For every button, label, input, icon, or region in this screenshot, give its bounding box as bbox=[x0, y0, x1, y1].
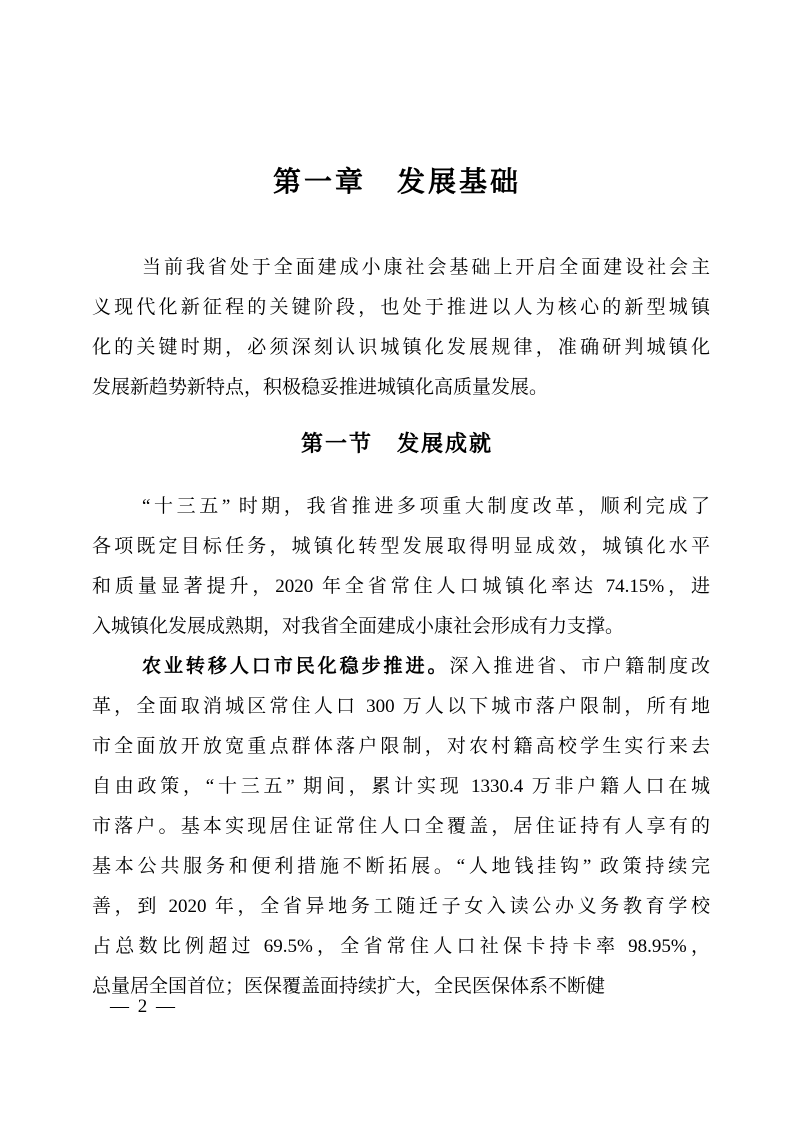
text-line: 当前我省处于全面建成小康社会基础上开启全面建设社会主 bbox=[142, 257, 710, 278]
text-line: 市全面放开放宽重点群体落户限制，对农村籍高校学生实行来去 bbox=[92, 736, 710, 757]
text-line: 化的关键时期，必须深刻认识城镇化发展规律，准确研判城镇化 bbox=[92, 337, 710, 358]
paragraph-intro bbox=[92, 248, 710, 408]
page-number: — 2 — bbox=[110, 996, 177, 1017]
text-line: 义现代化新征程的关键阶段，也处于推进以人为核心的新型城镇 bbox=[92, 297, 710, 318]
paragraph-achievements bbox=[92, 487, 710, 647]
paragraph-citizenization bbox=[92, 647, 710, 1007]
text-run: 深入推进省、市户籍制度改 bbox=[449, 656, 710, 677]
text-line: “十三五” 时期，我省推进多项重大制度改革，顺利完成了 bbox=[142, 496, 710, 517]
chapter-title: 第一章 发展基础 bbox=[272, 166, 521, 197]
text-line: 各项既定目标任务，城镇化转型发展取得明显成效，城镇化水平 bbox=[92, 536, 710, 557]
bold-lead-sentence: 农业转移人口市民化稳步推进。 bbox=[142, 656, 450, 677]
text-line: 基本公共服务和便利措施不断拓展。“人地钱挂钩” 政策持续完 bbox=[92, 856, 710, 877]
text-line: 和质量显著提升，2020 年全省常住人口城镇化率达 74.15%，进 bbox=[92, 576, 710, 597]
text-line bbox=[92, 647, 710, 687]
text-line: 入城镇化发展成熟期，对我省全面建成小康社会形成有力支撑。 bbox=[92, 616, 625, 637]
section-title: 第一节 发展成就 bbox=[300, 431, 493, 456]
text-line: 革，全面取消城区常住人口 300 万人以下城市落户限制，所有地 bbox=[92, 696, 710, 717]
text-line: 占总数比例超过 69.5%，全省常住人口社保卡持卡率 98.95%， bbox=[92, 936, 710, 957]
text-line: 市落户。基本实现居住证常住人口全覆盖，居住证持有人享有的 bbox=[92, 816, 710, 837]
text-line: 善，到 2020 年，全省异地务工随迁子女入读公办义务教育学校 bbox=[92, 896, 710, 917]
text-line: 发展新趋势新特点，积极稳妥推进城镇化高质量发展。 bbox=[92, 377, 549, 398]
text-line: 自由政策，“十三五” 期间，累计实现 1330.4 万非户籍人口在城 bbox=[92, 776, 710, 797]
text-line: 总量居全国首位；医保覆盖面持续扩大，全民医保体系不断健 bbox=[92, 976, 606, 997]
